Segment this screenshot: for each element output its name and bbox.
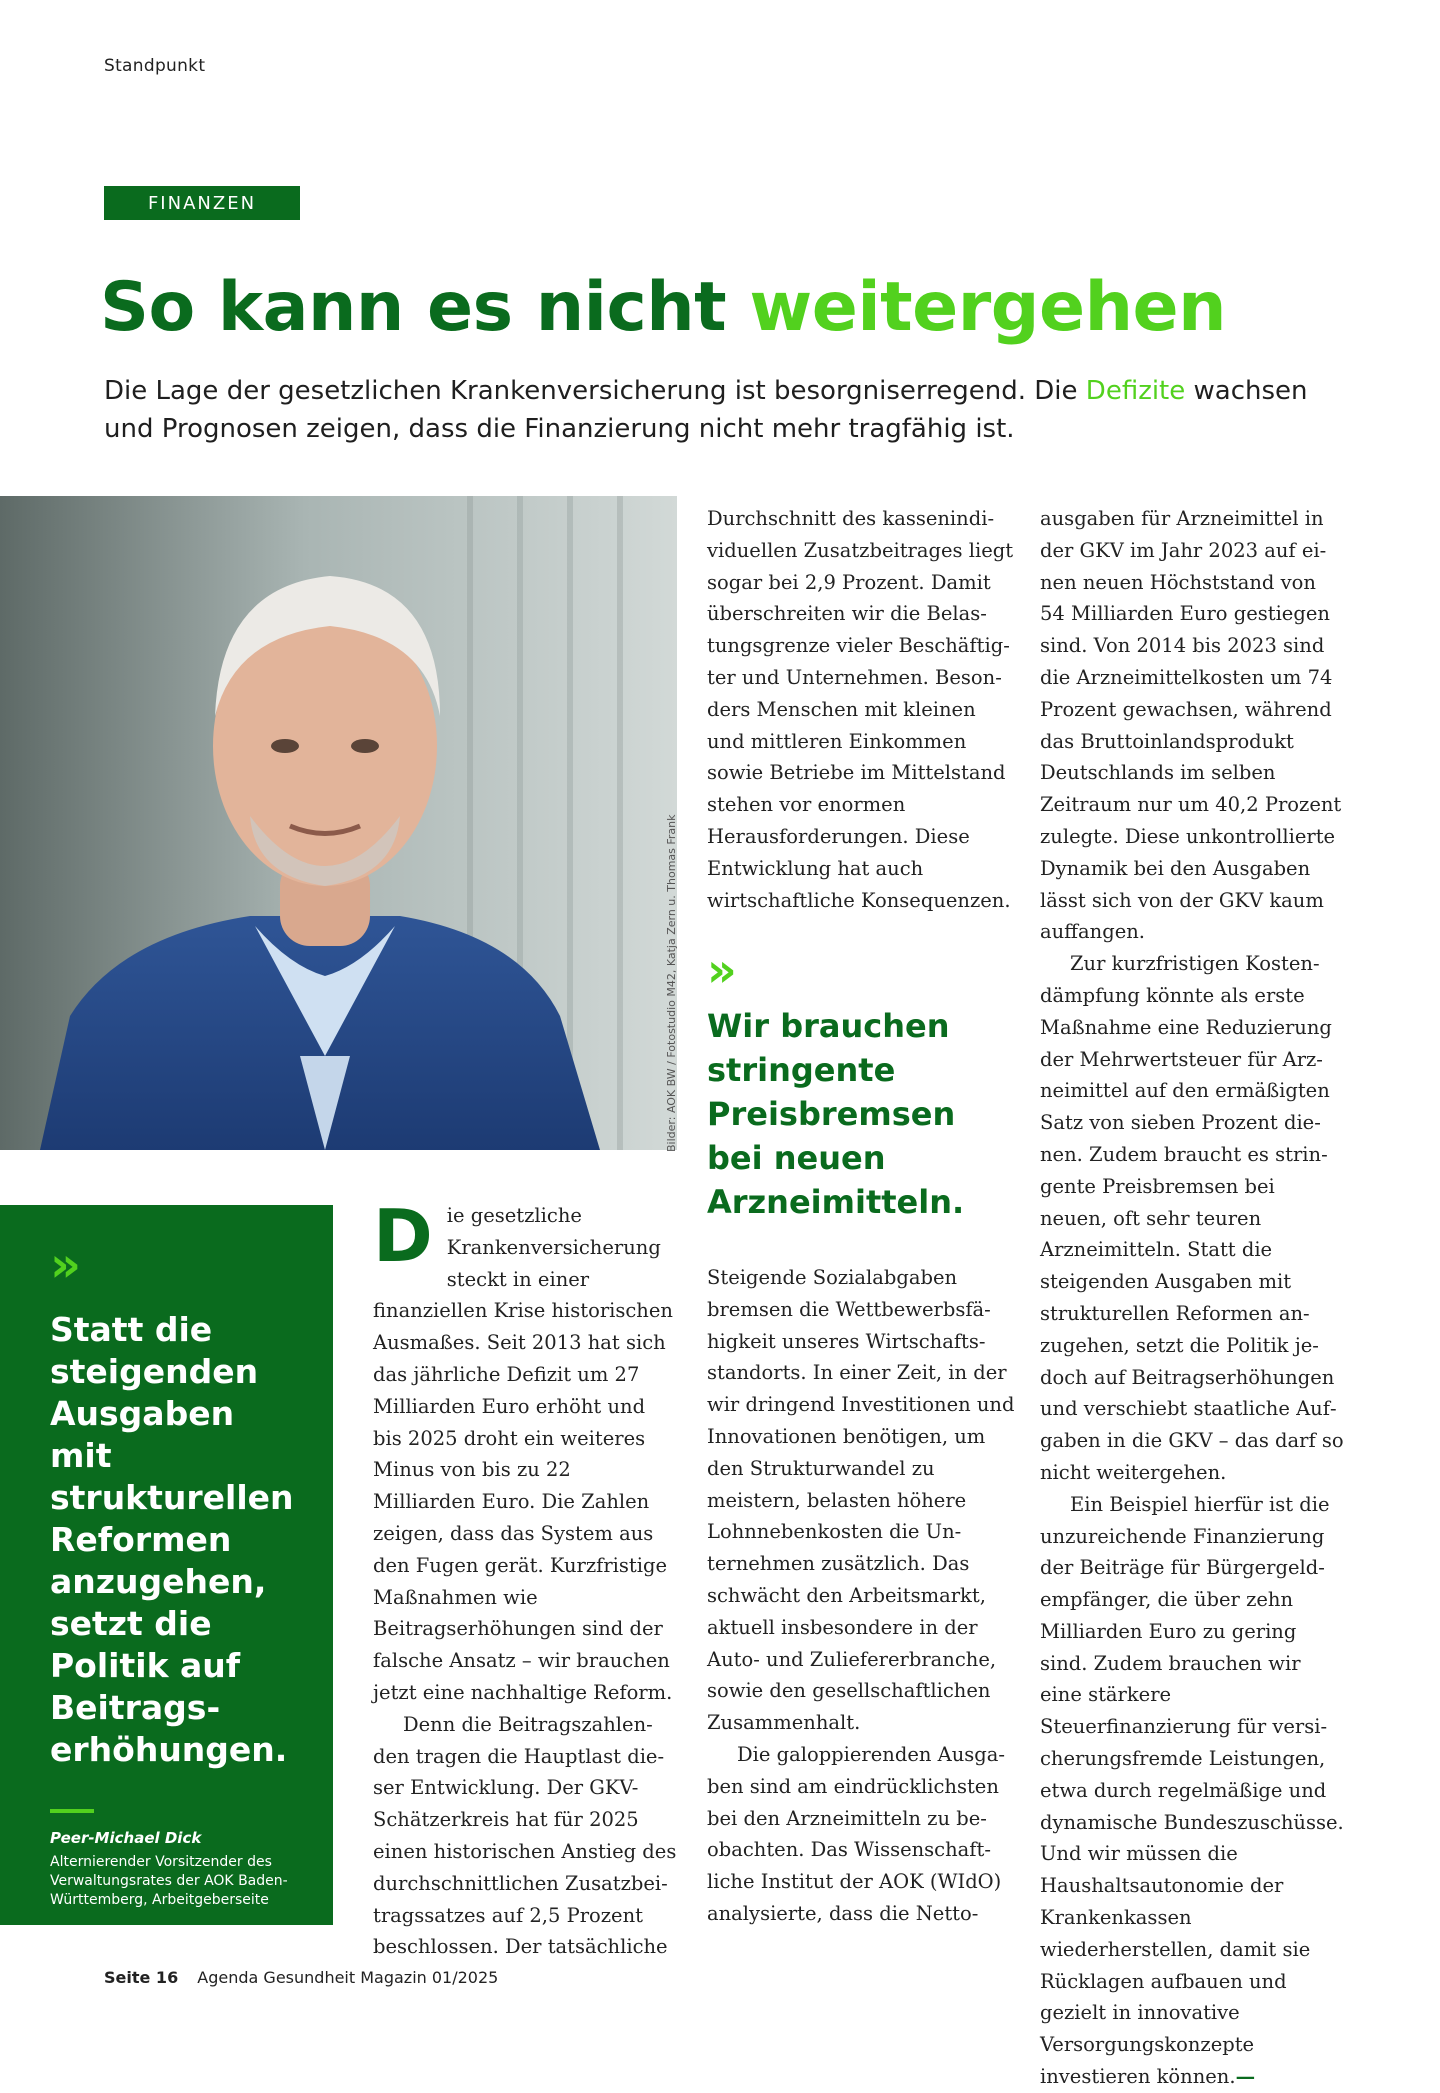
pull-quote-mark-icon: » (707, 943, 729, 997)
headline (100, 268, 1226, 347)
headline-part1: So kann es nicht (100, 268, 727, 347)
photo-credit: Bilder: AOK BW / Fotostudio M42, Katja Zern u. Thomas Frank (665, 814, 678, 1152)
body-paragraph: ie gesetzliche Krankenversicherung steckt in einer finanziellen Krise historischen Ausmaßes. Seit 2013 hat sich das jährliche Defizit um 27 Milliarden Euro erhöht und bis 2025 droht ein weiteres Minus von bis zu 22 Milliarden Euro. Die Zahlen zeigen, dass das System aus den Fugen gerät. Kurzfristige Maßnahmen wie Beitragserhöhungen sind der falsche Ansatz – wir brauchen jetzt eine nachhaltige Reform. (373, 1204, 673, 1704)
pull-quote (707, 943, 1007, 1224)
lead-paragraph (104, 372, 1344, 448)
lead-accent: Defizite (1085, 376, 1186, 406)
quote-text: Statt die steigenden Ausgaben mit strukturellen Reformen anzugehen, setzt die Politik auf Beitragserhöhungen. (50, 1310, 294, 1769)
pull-quote-text: Wir brauchen stringente Preisbremsen bei neuen Arzneimitteln. (707, 1007, 965, 1221)
quote-box (0, 1205, 333, 1925)
quote-divider (50, 1809, 94, 1813)
body-paragraph: Zur kurzfristigen Kostendämpfung könnte als erste Maßnahme eine Reduzierung der Mehrwertsteuer für Arzneimittel auf den ermäßigten Satz von sieben Prozent dienen. Zudem braucht es stringente Preisbremsen bei neuen, oft sehr teuren Arzneimitteln. Statt die steigenden Ausgaben mit strukturellen Reformen anzugehen, setzt die Politik jedoch auf Beitragserhöhungen und verschiebt staatliche Aufgaben in die GKV – das darf so nicht weitergehen. (1040, 952, 1344, 1484)
body-paragraph: Steigende Sozialabgaben bremsen die Wettbewerbsfähigkeit unseres Wirtschaftsstandorts. In einer Zeit, in der wir dringend Investitionen und Innovationen benötigen, um den Strukturwandel zu meistern, belasten höhere Lohnnebenkosten die Unternehmen zusätzlich. Das schwächt den Arbeitsmarkt, aktuell insbesondere in der Auto- und Zuliefererbranche, sowie den gesellschaftlichen Zusammenhalt. (707, 1266, 1015, 1735)
category-tag: FINANZEN (104, 186, 300, 220)
body-column-1 (373, 1194, 678, 1963)
publication-name: Agenda Gesundheit Magazin 01/2025 (197, 1968, 499, 1987)
section-label: Standpunkt (104, 56, 206, 76)
quote-author-role: Alternierender Vorsitzender des Verwaltungsrates der AOK Baden-Württemberg, Arbeitgeberseite (50, 1854, 288, 1908)
portrait-illustration (0, 496, 677, 1150)
headline-accent: weitergehen (749, 268, 1227, 347)
body-text: Ein Beispiel hierfür ist die unzureichende Finanzierung der Beiträge für Bürgergeldempfänger, die über zehn Milliarden Euro zu gering sind. Zudem brauchen wir eine stärkere Steuerfinanzierung für versicherungsfremde Leistungen, etwa durch regelmäßige und dynamische Bundeszuschüsse. Und wir müssen die Haushaltsautonomie der Krankenkassen wiederherstellen, damit sie Rücklagen aufbauen und gezielt in innovative Versorgungskonzepte investieren können. (1040, 1492, 1344, 2089)
page-number: Seite 16 (104, 1968, 179, 1987)
body-paragraph: ausgaben für Arzneimittel in der GKV im Jahr 2023 auf einen neuen Höchststand von 54 Milliarden Euro gestiegen sind. Von 2014 bis 2023 sind die Arzneimittelkosten um 74 Prozent gewachsen, während das Bruttoinlandsprodukt Deutschlands im selben Zeitraum nur um 40,2 Prozent zulegte. Diese unkontrollierte Dynamik bei den Ausgaben lässt sich von der GKV kaum auffangen. (1040, 507, 1342, 944)
lead-text-2: wachsen und Prognosen zeigen, dass die Finanzierung nicht mehr tragfähig ist. (104, 376, 1308, 444)
body-paragraph: Denn die Beitragszahlenden tragen die Hauptlast dieser Entwicklung. Der GKV-Schätzerkreis hat für 2025 einen historischen Anstieg des durchschnittlichen Zusatzbeitragssatzes auf 2,5 Prozent beschlossen. Der tatsächliche (373, 1712, 677, 1959)
quote-author-name: Peer-Michael Dick (50, 1829, 202, 1847)
body-paragraph-last (1040, 1489, 1345, 2093)
lead-text-1: Die Lage der gesetzlichen Krankenversicherung ist besorgniserregend. Die (104, 376, 1086, 406)
drop-cap: D (373, 1194, 433, 1278)
body-column-2-bottom (707, 1262, 1017, 1930)
body-paragraph: Durchschnitt des kassenindividuellen Zusatzbeitrages liegt sogar bei 2,9 Prozent. Damit überschreiten wir die Belastungsgrenze vieler Beschäftigter und Unternehmen. Besonders Menschen mit kleinen und mittleren Einkommen sowie Betriebe im Mittelstand stehen vor enormen Herausforderungen. Diese Entwicklung hat auch wirtschaftliche Konsequenzen. (707, 507, 1014, 912)
body-column-3 (1040, 503, 1345, 2093)
body-paragraph: Die galoppierenden Ausgaben sind am eindrücklichsten bei den Arzneimitteln zu beobachten. Das Wissenschaftliche Institut der AOK (WIdO) analysierte, dass die Netto- (707, 1742, 1005, 1925)
body-column-2-top (707, 503, 1017, 916)
quote-mark-icon: » (50, 1237, 74, 1293)
end-mark: — (1235, 2065, 1256, 2089)
portrait-photo (0, 496, 677, 1150)
page-footer (104, 1968, 498, 1987)
